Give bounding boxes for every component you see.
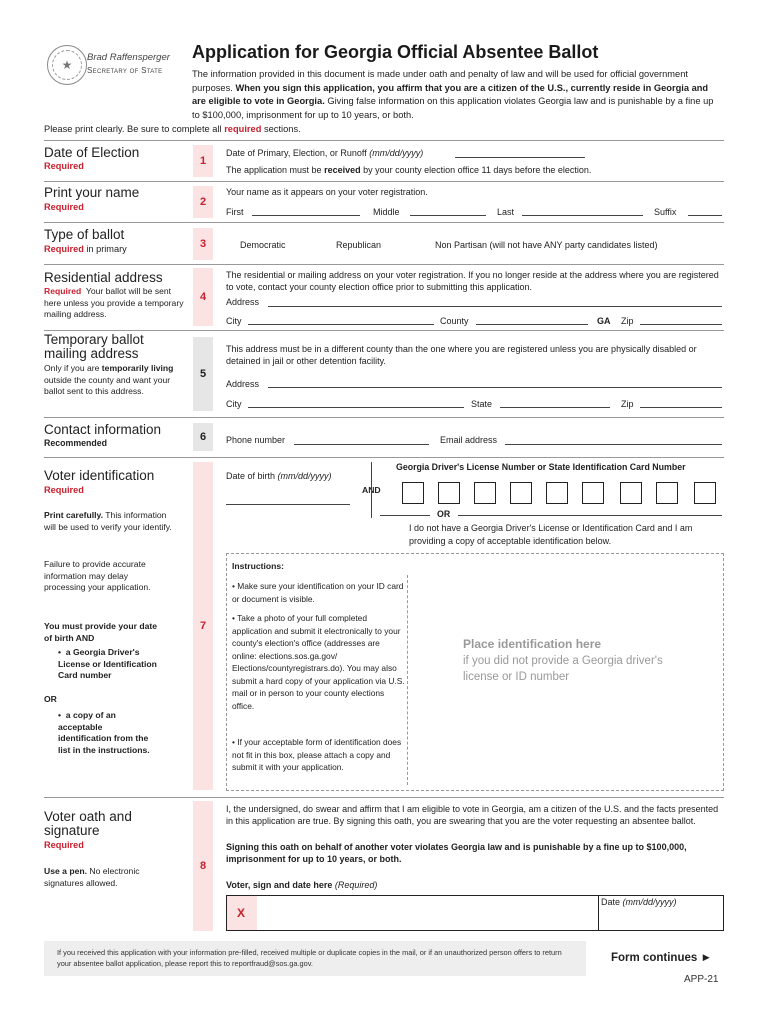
temp-address-note: This address must be in a different county than the one where you are registered unless you are physically disabled or detained in jail or other detention facility. — [226, 344, 697, 366]
intro-text: The information provided in this document is made under oath and penalty of law and will be used for official government purposes. When you sign this application, you affirm that you are a citizen of the U.S., currently reside in Georgia and are eligible to vote in Georgia. Giving false information on this application violates Georgia law and is punishable by a fine up to $100,000, imprisonment for up to 10 years, or both. — [192, 69, 714, 120]
instruction-item: • If your acceptable form of identification does not fit in this box, please attach a copy and submit it with your application. — [232, 737, 402, 772]
divider — [44, 330, 724, 331]
form-continues-label: Form continues ► — [611, 952, 712, 964]
address-label: Address — [226, 297, 260, 307]
divider — [44, 181, 724, 182]
dl-digit-box[interactable] — [402, 482, 424, 504]
oath-text: I, the undersigned, do swear and affirm that I am eligible to vote in Georgia, am a citizen of the U.S. and the facts presented in this application are true. By signing this oath, you are swearing that you are the voter requesting an absentee ballot. — [226, 804, 719, 826]
required-label: Required — [44, 840, 84, 850]
first-name-label: First — [226, 207, 244, 217]
instruction-item: • Take a photo of your full completed application and submit it electronically to your county's election's office (addresses are online: elections.sos.ga.gov/ Elections/countyregistrars.do). You may also submit a hard copy of your application via U.S. mail or in person to your county elections office. — [232, 613, 405, 711]
zip-label: Zip — [621, 316, 634, 326]
suffix-input[interactable] — [688, 215, 722, 216]
election-date-input[interactable] — [455, 157, 585, 158]
dob-label: Date of birth (mm/dd/yyyy) — [226, 471, 332, 481]
required-label: Required — [44, 161, 84, 171]
requirement-dl: • a Georgia Driver's License or Identification Card number — [58, 647, 157, 680]
section-number: 3 — [193, 228, 213, 260]
dl-digit-box[interactable] — [694, 482, 716, 504]
ballot-option-nonpartisan[interactable]: Non Partisan (will not have ANY party candidates listed) — [435, 240, 658, 250]
divider — [44, 222, 724, 223]
divider — [44, 797, 724, 798]
section-number: 6 — [193, 423, 213, 451]
signature-date-label[interactable]: Date (mm/dd/yyyy) — [601, 897, 677, 907]
instructions-title: Instructions: — [232, 561, 285, 571]
zip-label: Zip — [621, 399, 634, 409]
required-label: Required — [44, 485, 84, 495]
residential-city-input[interactable] — [248, 324, 434, 325]
or-label: OR — [437, 509, 451, 519]
required-label: Required — [44, 202, 84, 212]
election-date-label: Date of Primary, Election, or Runoff (mm/dd/yyyy) — [226, 148, 424, 158]
requirement-id-copy: • a copy of an acceptable identification from the list in the instructions. — [58, 710, 150, 755]
divider — [44, 417, 724, 418]
residential-address-desc: Required Your ballot will be sent here unless you provide a temporary mailing address. — [44, 286, 184, 319]
divider — [44, 457, 724, 458]
failure-note: Failure to provide accurate information may delay processing your application. — [44, 559, 151, 592]
middle-name-input[interactable] — [410, 215, 486, 216]
section-number: 5 — [193, 337, 213, 411]
signature-x-mark: X — [237, 906, 246, 920]
first-name-input[interactable] — [252, 215, 360, 216]
print-instructions: Please print clearly. Be sure to complete all required sections. — [44, 124, 301, 134]
state-seal — [47, 45, 87, 85]
and-label: AND — [362, 485, 381, 495]
official-office: Secretary of State — [87, 66, 163, 75]
suffix-label: Suffix — [654, 207, 677, 217]
print-carefully-text: Print carefully. This information will be used to verify your identify. — [44, 510, 172, 532]
dl-digit-box[interactable] — [546, 482, 568, 504]
phone-label: Phone number — [226, 435, 286, 445]
temp-zip-input[interactable] — [640, 407, 722, 408]
section-title-date-of-election: Date of Election — [44, 145, 140, 160]
middle-name-label: Middle — [373, 207, 400, 217]
date-divider — [598, 895, 599, 931]
no-dl-statement: I do not have a Georgia Driver's License or Identification Card and I am providing a copy of acceptable identification below. — [409, 523, 693, 546]
divider — [44, 264, 724, 265]
dob-input[interactable] — [226, 504, 350, 505]
section-title-temp-address: Temporary ballot mailing address — [44, 332, 144, 361]
recommended-label: Recommended — [44, 438, 108, 448]
residential-county-input[interactable] — [476, 324, 588, 325]
last-name-input[interactable] — [522, 215, 643, 216]
address-label: Address — [226, 379, 260, 389]
page-title: Application for Georgia Official Absentee Ballot — [192, 42, 599, 62]
ballot-option-democratic[interactable]: Democratic — [240, 240, 286, 250]
section-number: 7 — [193, 462, 213, 790]
last-name-label: Last — [497, 207, 515, 217]
temp-state-input[interactable] — [500, 407, 610, 408]
state-label: State — [471, 399, 493, 409]
fraud-report-note: If you received this application with your information pre-filled, received multiple or duplicate copies in the mail, or if an unauthorized person offers to return your absentee ballot application, please report this to reportfraud@sos.ga.gov. — [57, 948, 562, 968]
dob-requirement: You must provide your date of birth AND — [44, 621, 158, 643]
divider — [44, 140, 724, 141]
or-rule-left — [380, 515, 430, 516]
temp-city-input[interactable] — [248, 407, 464, 408]
instruction-item: • Make sure your identification on your ID card or document is visible. — [232, 581, 404, 604]
required-in-primary: Required in primary — [44, 244, 127, 254]
section-title-residential-address: Residential address — [44, 270, 163, 285]
section-number: 1 — [193, 145, 213, 177]
city-label: City — [226, 399, 242, 409]
residential-address-note: The residential or mailing address on your voter registration. If you no longer reside at the address where you are registered to vote, contact your county election office prior to submitting this application. — [226, 270, 719, 292]
city-label: City — [226, 316, 242, 326]
section-number: 2 — [193, 186, 213, 218]
residential-zip-input[interactable] — [640, 324, 722, 325]
official-name: Brad Raffensperger — [87, 52, 170, 63]
place-id-subtitle: if you did not provide a Georgia driver's license or ID number — [463, 655, 663, 683]
section-title-oath: Voter oath and signature — [44, 809, 132, 838]
dl-digit-box[interactable] — [582, 482, 604, 504]
or-rule-right — [458, 515, 722, 516]
county-label: County — [440, 316, 469, 326]
section-title-contact: Contact information — [44, 422, 162, 437]
phone-input[interactable] — [294, 444, 429, 445]
section-title-name: Print your name — [44, 185, 140, 200]
section-number: 4 — [193, 268, 213, 326]
ballot-option-republican[interactable]: Republican — [336, 240, 382, 250]
bracket-line — [371, 462, 372, 518]
place-id-title: Place identification here — [463, 637, 602, 651]
section-title-ballot-type: Type of ballot — [44, 227, 125, 242]
section-number: 8 — [193, 801, 213, 931]
seal-emblem-icon: ★ — [52, 50, 82, 80]
dl-digit-box[interactable] — [510, 482, 532, 504]
state-ga: GA — [597, 316, 611, 326]
oath-warning: Signing this oath on behalf of another voter violates Georgia law and is punishable by a fine up to $100,000, imprisonment for up to 10 years, or both. — [226, 842, 687, 864]
temp-address-input[interactable] — [268, 387, 722, 388]
temp-address-desc: Only if you are temporarily living outside the county and want your ballot sent to this address. — [44, 363, 174, 396]
or-label: OR — [44, 694, 57, 704]
residential-address-input[interactable] — [268, 306, 722, 307]
email-label: Email address — [440, 435, 498, 445]
use-pen-note: Use a pen. No electronic signatures allowed. — [44, 866, 140, 888]
sign-label: Voter, sign and date here (Required) — [226, 880, 378, 890]
section-title-voter-id: Voter identification — [44, 468, 155, 483]
email-input[interactable] — [505, 444, 722, 445]
dl-digit-box[interactable] — [656, 482, 678, 504]
dl-digit-box[interactable] — [438, 482, 460, 504]
dl-number-title: Georgia Driver's License Number or State Identification Card Number — [396, 462, 686, 472]
name-note: Your name as it appears on your voter registration. — [226, 187, 428, 197]
form-code: APP-21 — [684, 974, 719, 985]
dl-digit-box[interactable] — [620, 482, 642, 504]
election-date-note: The application must be received by your county election office 11 days before the election. — [226, 165, 592, 175]
dl-digit-box[interactable] — [474, 482, 496, 504]
